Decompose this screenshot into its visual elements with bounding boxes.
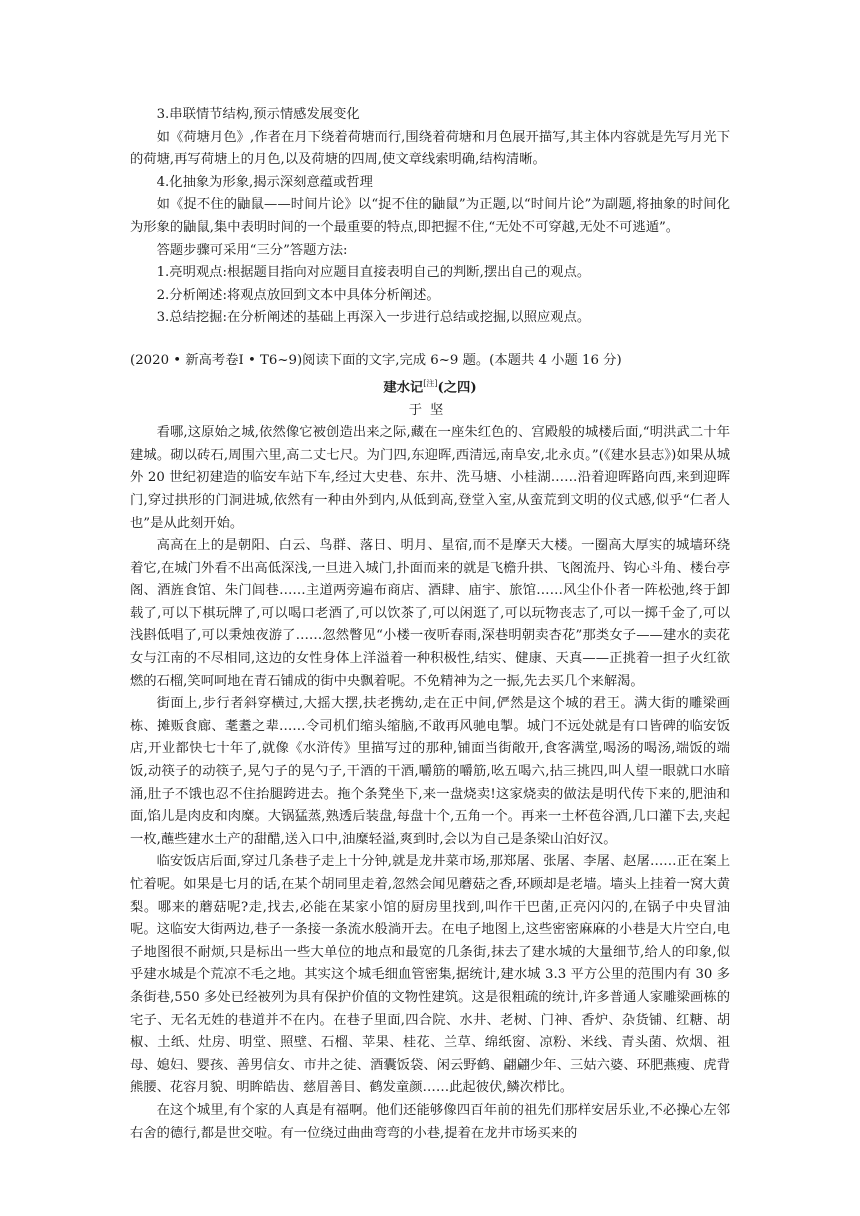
guide-paragraph-3: 如《荷塘月色》,作者在月下绕着荷塘而行,围绕着荷塘和月色展开描写,其主体内容就是先写月光下的荷塘,再写荷塘上的月色,以及荷塘的四周,使文章线索明确,结构清晰。 [130, 129, 730, 168]
question-source: (2020 • 新高考卷Ⅰ • T6~9)阅读下面的文字,完成 6~9 题。(本题共 4 小题 16 分) [130, 352, 622, 368]
article-paragraph: 街面上,步行者斜穿横过,大摇大摆,扶老携幼,走在正中间,俨然是这个城的君王。满大街的雕梁画栋、摊贩食廊、耄耋之辈……令司机们缩头缩脑,不敢再风驰电掣。城门不远处就是有口皆碑的临安饭店,开业都快七十年了,就像《水浒传》里描写过的那种,铺面当街敞开,食客满堂,喝汤的喝汤,端饭的端饭,动筷子的动筷子,晃勺子的晃勺子,干酒的干酒,嚼筋的嚼筋,吆五喝六,拈三挑四,叫人望一眼就口水暗涌,肚子不饿也忍不住抬腿跨进去。拖个条凳坐下,来一盘烧卖!这家烧卖的做法是明代传下来的,肥油和面,馅儿是肉皮和肉糜。大锅猛蒸,熟透后装盘,每盘十个,五角一个。再来一土杯苞谷酒,几口灌下去,夹起一枚,蘸些建水土产的甜醋,送入口中,油糜轻溢,爽到时,会以为自己是条梁山泊好汉。 [130, 696, 730, 847]
guide-heading-3: 3.串联情节结构,预示情感发展变化 [156, 107, 360, 122]
article-title-tail: (之四) [437, 379, 477, 395]
guide-paragraph-4: 如《捉不住的鼬鼠——时间片论》以“捉不住的鼬鼠”为正题,以“时间片论”为副题,将抽象的时间化为形象的鼬鼠,集中表明时间的一个最重要的特点,即把握不住,“无处不可穿越,无处不可逃遁”。 [130, 197, 730, 235]
article-paragraph: 高高在上的是朝阳、白云、鸟群、落日、明月、星宿,而不是摩天大楼。一圈高大厚实的城墙环绕着它,在城门外看不出高低深浅,一旦进入城门,扑面而来的就是飞檐升拱、飞阁流丹、钩心斗角、楼台亭阁、酒旌食馆、朱门闾巷……主道两旁遍布商店、酒肆、庙宇、旅馆……风尘仆仆者一阵松弛,终于卸载了,可以下棋玩牌了,可以喝口老酒了,可以饮茶了,可以闲逛了,可以玩物丧志了,可以一掷千金了,可以浅斟低唱了,可以秉烛夜游了……忽然瞥见“小楼一夜听春雨,深巷明朝卖杏花”那类女子——建水的卖花女与江南的不尽相同,这边的女性身体上洋溢着一种积极性,结实、健康、天真——正挑着一担子火红欲燃的石榴,笑呵呵地在青石铺成的街中央飘着呢。不免精神为之一振,先去买几个来解渴。 [130, 538, 730, 689]
article-title-main: 建水记 [383, 379, 424, 395]
document-page [130, 104, 730, 1145]
article-title [130, 373, 730, 400]
guide-heading-4: 4.化抽象为形象,揭示深刻意蕴或哲理 [156, 174, 373, 190]
step-3: 3.总结挖掘:在分析阐述的基础上再深入一步进行总结或挖掘,以照应观点。 [156, 310, 591, 326]
steps-intro: 答题步骤可采用“三分”答题方法: [156, 242, 348, 258]
article-paragraph: 看哪,这原始之城,依然像它被创造出来之际,藏在一座朱红色的、宫殿般的城楼后面,“明洪武二十年建城。砌以砖石,周围六里,高二丈七尺。为门四,东迎晖,西清远,南阜安,北永贞。”(《建水县志》)如果从城外 20 世纪初建造的临安车站下车,经过大史巷、东井、洗马塘、小桂湖……沿着迎晖路向西,来到迎晖门,穿过拱形的门洞进城,依然有一种由外到内,从低到高,登堂入室,从蛮荒到文明的仪式感,似乎“仁者人也”是从此刻开始。 [130, 425, 730, 531]
article-paragraph: 在这个城里,有个家的人真是有福啊。他们还能够像四百年前的祖先们那样安居乐业,不必操心左邻右舍的德行,都是世交啦。有一位绕过曲曲弯弯的小巷,提着在龙井市场买来的 [130, 1102, 730, 1141]
step-1: 1.亮明观点:根据题目指向对应题目直接表明自己的判断,摆出自己的观点。 [156, 265, 591, 281]
article-paragraph: 临安饭店后面,穿过几条巷子走上十分钟,就是龙井菜市场,那郑屠、张屠、李屠、赵屠……正在案上忙着呢。如果是七月的话,在某个胡同里走着,忽然会闻见蘑菇之香,环顾却是老墙。墙头上挂着一窝大黄梨。哪来的蘑菇呢?走,找去,必能在某家小馆的厨房里找到,叫作干巴菌,正亮闪闪的,在锅子中央冒油呢。这临安大街两边,巷子一条接一条流水般淌开去。在电子地图上,这些密密麻麻的小巷是大片空白,电子地图很不耐烦,只是标出一些大单位的地点和最宽的几条街,抹去了建水城的大量细节,给人的印象,似乎建水城是个荒凉不毛之地。其实这个城毛细血管密集,据统计,建水城 3.3 平方公里的范围内有 30 多条街巷,550 多处已经被列为具有保护价值的文物性建筑。这是很粗疏的统计,许多普通人家雕梁画栋的宅子、无名无姓的巷道并不在内。在巷子里面,四合院、水井、老树、门神、香炉、杂货铺、红糖、胡椒、土纸、灶房、明堂、照壁、石榴、苹果、桂花、兰草、绵纸窗、凉粉、米线、青头菌、炊烟、祖母、媳妇、婴孩、善男信女、市井之徒、酒囊饭袋、闲云野鹤、翩翩少年、三姑六婆、环肥燕瘦、虎背熊腰、花容月貌、明眸皓齿、慈眉善目、鹤发童颜……此起彼伏,鳞次栉比。 [130, 854, 730, 1096]
title-note-marker: [注] [423, 378, 438, 388]
step-2: 2.分析阐述:将观点放回到文本中具体分析阐述。 [156, 287, 440, 303]
article-author: 于坚 [408, 402, 452, 418]
